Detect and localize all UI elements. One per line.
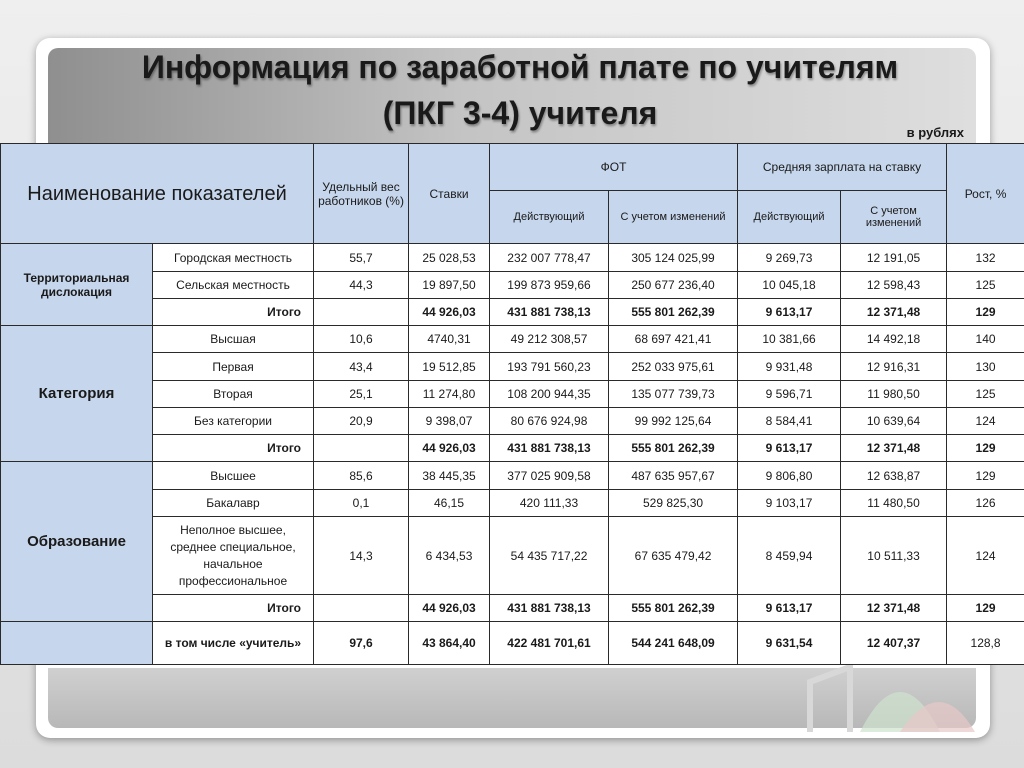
total-row	[1, 299, 1024, 326]
row-label: Без категории	[153, 408, 314, 435]
cell-growth: 124	[947, 517, 1024, 595]
table-row	[1, 408, 1024, 435]
cell-share: 97,6	[314, 622, 409, 665]
cell-fot-current: 199 873 959,66	[490, 272, 609, 299]
table-row	[1, 353, 1024, 381]
cell-fot-with-changes: 544 241 648,09	[609, 622, 738, 665]
cell-avg-with-changes: 12 371,48	[841, 595, 947, 622]
header-fot-current: Действующий	[490, 191, 609, 244]
cell-share: 55,7	[314, 244, 409, 272]
cell-rates: 9 398,07	[409, 408, 490, 435]
cell-growth: 132	[947, 244, 1024, 272]
row-label: Неполное высшее, среднее специальное, начальное профессиональное	[153, 517, 314, 595]
cell-rates: 44 926,03	[409, 595, 490, 622]
cell-fot-current: 108 200 944,35	[490, 381, 609, 408]
cell-fot-with-changes: 555 801 262,39	[609, 299, 738, 326]
header-name: Наименование показателей	[1, 144, 314, 244]
table-row	[1, 381, 1024, 408]
cell-avg-with-changes: 11 480,50	[841, 490, 947, 517]
title-line-1: Информация по заработной плате по учителям	[141, 49, 899, 85]
cell-rates: 11 274,80	[409, 381, 490, 408]
cell-growth: 129	[947, 595, 1024, 622]
cell-share	[314, 595, 409, 622]
cell-share: 20,9	[314, 408, 409, 435]
page-title	[60, 44, 980, 136]
cell-fot-current: 420 111,33	[490, 490, 609, 517]
cell-growth: 140	[947, 326, 1024, 353]
cell-rates: 6 434,53	[409, 517, 490, 595]
cell-growth: 124	[947, 408, 1024, 435]
cell-avg-current: 9 613,17	[738, 435, 841, 462]
section-label-category: Категория	[1, 326, 153, 462]
cell-growth: 125	[947, 381, 1024, 408]
cell-avg-current: 9 613,17	[738, 299, 841, 326]
cell-fot-current: 422 481 701,61	[490, 622, 609, 665]
table-row	[1, 517, 1024, 595]
header-avg-current: Действующий	[738, 191, 841, 244]
cell-avg-current: 9 103,17	[738, 490, 841, 517]
cell-fot-with-changes: 529 825,30	[609, 490, 738, 517]
cell-fot-current: 431 881 738,13	[490, 595, 609, 622]
cell-fot-current: 80 676 924,98	[490, 408, 609, 435]
cell-avg-with-changes: 14 492,18	[841, 326, 947, 353]
cell-share: 0,1	[314, 490, 409, 517]
including-row	[1, 622, 1024, 665]
cell-rates: 19 897,50	[409, 272, 490, 299]
section-label-education: Образование	[1, 462, 153, 622]
total-label: Итого	[153, 435, 314, 462]
cell-fot-with-changes: 555 801 262,39	[609, 435, 738, 462]
cell-rates: 19 512,85	[409, 353, 490, 381]
total-row	[1, 435, 1024, 462]
cell-avg-current: 9 596,71	[738, 381, 841, 408]
cell-rates: 44 926,03	[409, 435, 490, 462]
cell-avg-with-changes: 10 639,64	[841, 408, 947, 435]
cell-rates: 38 445,35	[409, 462, 490, 490]
cell-fot-with-changes: 487 635 957,67	[609, 462, 738, 490]
table-row	[1, 490, 1024, 517]
cell-avg-with-changes: 12 598,43	[841, 272, 947, 299]
cell-fot-current: 193 791 560,23	[490, 353, 609, 381]
cell-avg-current: 9 269,73	[738, 244, 841, 272]
cell-avg-with-changes: 12 407,37	[841, 622, 947, 665]
cell-share: 44,3	[314, 272, 409, 299]
table-row	[1, 272, 1024, 299]
cell-fot-with-changes: 252 033 975,61	[609, 353, 738, 381]
header-share: Удельный вес работников (%)	[314, 144, 409, 244]
cell-growth: 129	[947, 462, 1024, 490]
header-fot: ФОТ	[490, 144, 738, 191]
header-avg-salary: Средняя зарплата на ставку	[738, 144, 947, 191]
cell-fot-with-changes: 250 677 236,40	[609, 272, 738, 299]
cell-avg-with-changes: 12 371,48	[841, 435, 947, 462]
header-growth: Рост, %	[947, 144, 1024, 244]
row-label: Бакалавр	[153, 490, 314, 517]
title-line-2: (ПКГ 3-4) учителя	[382, 95, 658, 131]
header-fot-with-changes: С учетом изменений	[609, 191, 738, 244]
section-label-empty	[1, 622, 153, 665]
cell-share: 25,1	[314, 381, 409, 408]
total-label: Итого	[153, 299, 314, 326]
cell-rates: 44 926,03	[409, 299, 490, 326]
unit-note: в рублях	[906, 125, 964, 140]
watermark-logo-icon	[790, 662, 980, 732]
table-row	[1, 326, 1024, 353]
header-rates: Ставки	[409, 144, 490, 244]
row-label: Сельская местность	[153, 272, 314, 299]
cell-share: 85,6	[314, 462, 409, 490]
cell-fot-current: 54 435 717,22	[490, 517, 609, 595]
cell-avg-with-changes: 12 371,48	[841, 299, 947, 326]
cell-fot-with-changes: 99 992 125,64	[609, 408, 738, 435]
cell-fot-with-changes: 68 697 421,41	[609, 326, 738, 353]
cell-rates: 46,15	[409, 490, 490, 517]
cell-fot-current: 431 881 738,13	[490, 299, 609, 326]
cell-growth: 129	[947, 435, 1024, 462]
table-row	[1, 244, 1024, 272]
cell-rates: 43 864,40	[409, 622, 490, 665]
cell-fot-with-changes: 555 801 262,39	[609, 595, 738, 622]
cell-avg-current: 10 381,66	[738, 326, 841, 353]
total-row	[1, 595, 1024, 622]
cell-rates: 25 028,53	[409, 244, 490, 272]
cell-fot-current: 49 212 308,57	[490, 326, 609, 353]
cell-fot-current: 377 025 909,58	[490, 462, 609, 490]
cell-avg-current: 8 459,94	[738, 517, 841, 595]
salary-table	[0, 143, 1024, 665]
header-avg-with-changes: С учетом изменений	[841, 191, 947, 244]
cell-avg-with-changes: 11 980,50	[841, 381, 947, 408]
cell-avg-with-changes: 12 638,87	[841, 462, 947, 490]
row-label: Высшее	[153, 462, 314, 490]
cell-growth: 126	[947, 490, 1024, 517]
including-label: в том числе «учитель»	[153, 622, 314, 665]
cell-growth: 128,8	[947, 622, 1024, 665]
cell-avg-current: 9 613,17	[738, 595, 841, 622]
cell-share	[314, 435, 409, 462]
cell-fot-current: 431 881 738,13	[490, 435, 609, 462]
cell-growth: 125	[947, 272, 1024, 299]
row-label: Городская местность	[153, 244, 314, 272]
cell-growth: 130	[947, 353, 1024, 381]
row-label: Первая	[153, 353, 314, 381]
cell-avg-current: 10 045,18	[738, 272, 841, 299]
total-label: Итого	[153, 595, 314, 622]
cell-avg-current: 8 584,41	[738, 408, 841, 435]
cell-fot-with-changes: 305 124 025,99	[609, 244, 738, 272]
section-label-territory: Территориальная дислокация	[1, 244, 153, 326]
cell-share: 10,6	[314, 326, 409, 353]
cell-avg-current: 9 631,54	[738, 622, 841, 665]
row-label: Вторая	[153, 381, 314, 408]
cell-avg-with-changes: 10 511,33	[841, 517, 947, 595]
cell-share: 43,4	[314, 353, 409, 381]
cell-growth: 129	[947, 299, 1024, 326]
cell-fot-current: 232 007 778,47	[490, 244, 609, 272]
cell-rates: 4740,31	[409, 326, 490, 353]
table-row	[1, 462, 1024, 490]
cell-avg-with-changes: 12 191,05	[841, 244, 947, 272]
cell-avg-current: 9 806,80	[738, 462, 841, 490]
cell-avg-current: 9 931,48	[738, 353, 841, 381]
cell-fot-with-changes: 67 635 479,42	[609, 517, 738, 595]
row-label: Высшая	[153, 326, 314, 353]
cell-share	[314, 299, 409, 326]
cell-share: 14,3	[314, 517, 409, 595]
cell-fot-with-changes: 135 077 739,73	[609, 381, 738, 408]
cell-avg-with-changes: 12 916,31	[841, 353, 947, 381]
